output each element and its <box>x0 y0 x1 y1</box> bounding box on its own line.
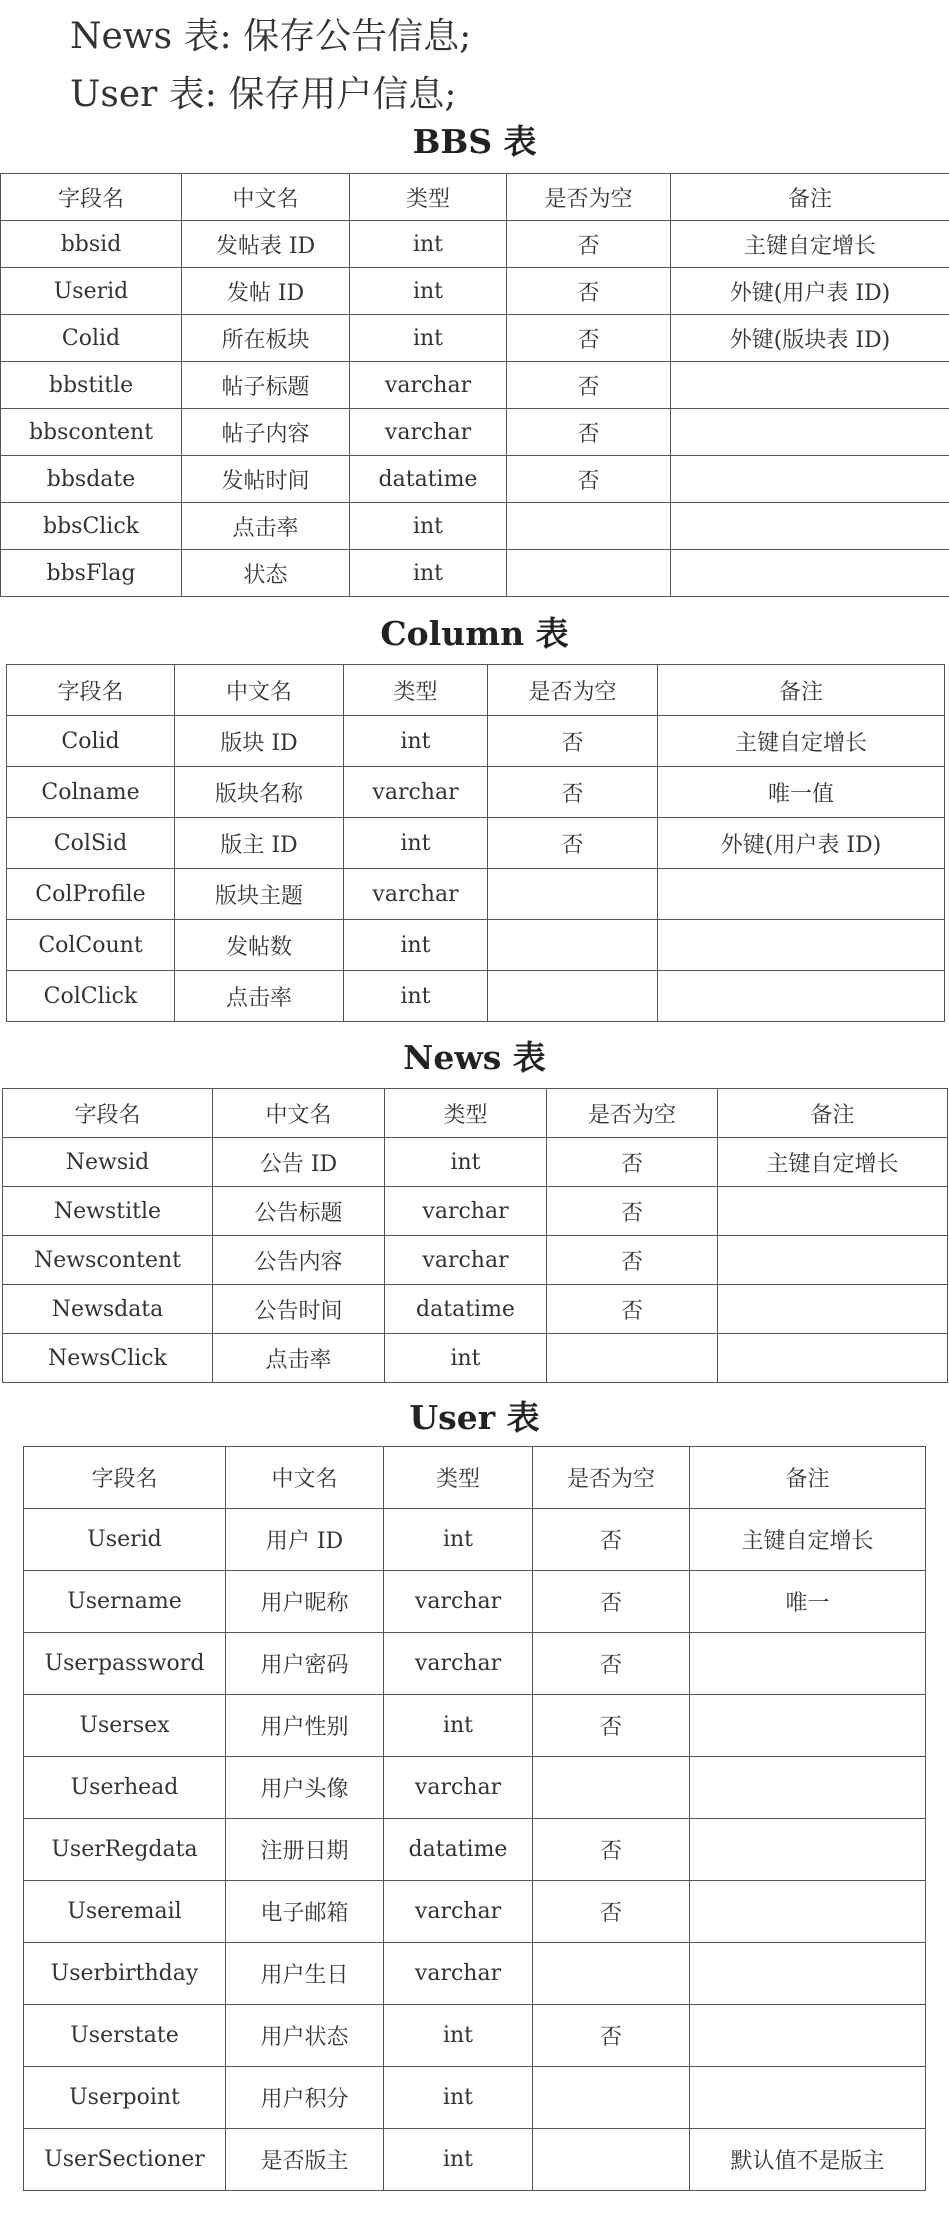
column-header: 备注 <box>718 1089 948 1138</box>
table-cell: 主键自定增长 <box>658 716 945 767</box>
table-cell <box>671 550 949 597</box>
column-table <box>6 664 945 1022</box>
table-row <box>7 767 945 818</box>
column-header: 字段名 <box>3 1089 213 1138</box>
table-cell: 发帖 ID <box>182 268 350 315</box>
column-header: 备注 <box>658 665 945 716</box>
table-cell: varchar <box>385 1236 547 1285</box>
news-table-title: News 表 <box>403 1038 546 1077</box>
table-cell: Colid <box>7 716 175 767</box>
table-cell <box>507 550 671 597</box>
table-cell: Newsid <box>3 1138 213 1187</box>
table-header-row <box>3 1089 948 1138</box>
table-cell: Userid <box>1 268 182 315</box>
table-cell: 否 <box>507 362 671 409</box>
table-cell: UserSectioner <box>24 2129 226 2191</box>
table-cell: 唯一值 <box>658 767 945 818</box>
table-row <box>1 315 949 362</box>
table-cell: ColProfile <box>7 869 175 920</box>
table-cell: 否 <box>533 1881 690 1943</box>
table-cell: int <box>385 1334 547 1383</box>
table-cell: 否 <box>507 268 671 315</box>
table-cell: 否 <box>507 456 671 503</box>
column-header: 类型 <box>384 1447 533 1509</box>
table-cell <box>690 1757 926 1819</box>
table-cell: int <box>385 1138 547 1187</box>
column-header: 字段名 <box>1 174 182 221</box>
table-header-row <box>1 174 949 221</box>
table-cell <box>533 2129 690 2191</box>
table-row <box>24 2067 926 2129</box>
column-header: 中文名 <box>213 1089 385 1138</box>
table-cell: int <box>344 818 488 869</box>
table-cell: int <box>350 315 507 362</box>
table-cell: 用户昵称 <box>226 1571 384 1633</box>
table-cell: varchar <box>344 869 488 920</box>
table-cell: 用户 ID <box>226 1509 384 1571</box>
table-cell: datatime <box>350 456 507 503</box>
table-cell: 发帖表 ID <box>182 221 350 268</box>
table-cell: 主键自定增长 <box>690 1509 926 1571</box>
table-cell: varchar <box>384 1757 533 1819</box>
column-header: 中文名 <box>175 665 344 716</box>
table-row <box>3 1187 948 1236</box>
table-cell <box>671 362 949 409</box>
table-cell <box>488 920 658 971</box>
table-cell: 否 <box>533 1509 690 1571</box>
table-cell <box>547 1334 718 1383</box>
table-row <box>3 1138 948 1187</box>
table-row <box>24 1881 926 1943</box>
intro-line-news: News 表: 保存公告信息; <box>70 16 472 57</box>
table-cell: 否 <box>533 2005 690 2067</box>
table-cell <box>658 971 945 1022</box>
table-cell: int <box>344 971 488 1022</box>
table-cell: 否 <box>533 1695 690 1757</box>
table-cell: int <box>384 2129 533 2191</box>
table-cell <box>658 869 945 920</box>
table-cell: 发帖数 <box>175 920 344 971</box>
table-cell: 主键自定增长 <box>718 1138 948 1187</box>
table-cell: varchar <box>350 409 507 456</box>
table-cell: 否 <box>488 767 658 818</box>
table-cell: 公告时间 <box>213 1285 385 1334</box>
table-cell: 电子邮箱 <box>226 1881 384 1943</box>
table-cell: int <box>350 550 507 597</box>
table-cell: 否 <box>533 1633 690 1695</box>
intro-line-user: User 表: 保存用户信息; <box>70 74 457 115</box>
table-cell <box>533 1943 690 2005</box>
table-cell: 帖子内容 <box>182 409 350 456</box>
table-cell <box>671 503 949 550</box>
table-cell: 用户状态 <box>226 2005 384 2067</box>
table-cell: Newstitle <box>3 1187 213 1236</box>
table-cell: 版块 ID <box>175 716 344 767</box>
table-cell <box>690 2005 926 2067</box>
table-cell: Username <box>24 1571 226 1633</box>
table-row <box>7 716 945 767</box>
table-cell: ColClick <box>7 971 175 1022</box>
table-cell: 发帖时间 <box>182 456 350 503</box>
table-cell: varchar <box>385 1187 547 1236</box>
table-cell: 否 <box>547 1285 718 1334</box>
table-cell: int <box>384 1695 533 1757</box>
column-header: 是否为空 <box>507 174 671 221</box>
table-cell: int <box>384 2067 533 2129</box>
table-cell: 是否版主 <box>226 2129 384 2191</box>
table-cell: 否 <box>488 716 658 767</box>
table-cell: Userbirthday <box>24 1943 226 2005</box>
table-cell: 否 <box>547 1236 718 1285</box>
table-cell: varchar <box>384 1943 533 2005</box>
table-cell: int <box>350 268 507 315</box>
table-cell: 外键(用户表 ID) <box>658 818 945 869</box>
table-cell: 主键自定增长 <box>671 221 949 268</box>
table-cell: bbsdate <box>1 456 182 503</box>
table-cell <box>507 503 671 550</box>
table-row <box>24 1819 926 1881</box>
table-cell <box>718 1187 948 1236</box>
table-cell: 默认值不是版主 <box>690 2129 926 2191</box>
table-cell: Userid <box>24 1509 226 1571</box>
table-cell: bbsClick <box>1 503 182 550</box>
user-table <box>23 1446 926 2191</box>
table-cell: NewsClick <box>3 1334 213 1383</box>
table-cell: Usersex <box>24 1695 226 1757</box>
table-cell: Newscontent <box>3 1236 213 1285</box>
table-cell: Userpassword <box>24 1633 226 1695</box>
news-table <box>2 1088 948 1383</box>
table-cell: 唯一 <box>690 1571 926 1633</box>
table-row <box>24 1509 926 1571</box>
table-cell <box>718 1334 948 1383</box>
table-cell: datatime <box>385 1285 547 1334</box>
table-cell <box>533 1757 690 1819</box>
table-cell: datatime <box>384 1819 533 1881</box>
table-cell: bbsFlag <box>1 550 182 597</box>
table-row <box>1 268 949 315</box>
table-cell: 否 <box>488 818 658 869</box>
table-row <box>7 920 945 971</box>
table-cell: int <box>384 1509 533 1571</box>
table-cell: bbsid <box>1 221 182 268</box>
table-cell: 版主 ID <box>175 818 344 869</box>
table-cell <box>718 1285 948 1334</box>
table-header-row <box>24 1447 926 1509</box>
table-cell: 公告标题 <box>213 1187 385 1236</box>
table-cell: 用户密码 <box>226 1633 384 1695</box>
table-row <box>24 1571 926 1633</box>
table-cell: 否 <box>507 315 671 362</box>
column-header: 中文名 <box>182 174 350 221</box>
column-header: 字段名 <box>24 1447 226 1509</box>
table-row <box>7 869 945 920</box>
table-cell: Userpoint <box>24 2067 226 2129</box>
table-cell <box>718 1236 948 1285</box>
column-header: 是否为空 <box>533 1447 690 1509</box>
table-row <box>1 456 949 503</box>
table-row <box>24 2005 926 2067</box>
table-cell: 公告 ID <box>213 1138 385 1187</box>
table-cell: 注册日期 <box>226 1819 384 1881</box>
table-cell: int <box>344 920 488 971</box>
table-row <box>24 1943 926 2005</box>
column-header: 中文名 <box>226 1447 384 1509</box>
table-cell: 帖子标题 <box>182 362 350 409</box>
table-cell: varchar <box>344 767 488 818</box>
column-header: 是否为空 <box>488 665 658 716</box>
table-cell <box>690 1943 926 2005</box>
column-header: 类型 <box>350 174 507 221</box>
table-cell: 外键(用户表 ID) <box>671 268 949 315</box>
column-table-title: Column 表 <box>380 614 569 653</box>
table-cell: Userstate <box>24 2005 226 2067</box>
table-row <box>1 550 949 597</box>
column-header: 类型 <box>344 665 488 716</box>
table-row <box>24 1757 926 1819</box>
table-cell: 状态 <box>182 550 350 597</box>
table-cell: 用户头像 <box>226 1757 384 1819</box>
table-row <box>1 503 949 550</box>
table-cell <box>488 971 658 1022</box>
table-cell: ColCount <box>7 920 175 971</box>
table-cell: bbscontent <box>1 409 182 456</box>
table-cell: varchar <box>384 1633 533 1695</box>
table-cell: 用户积分 <box>226 2067 384 2129</box>
table-cell: 外键(版块表 ID) <box>671 315 949 362</box>
table-cell: 用户生日 <box>226 1943 384 2005</box>
table-row <box>3 1236 948 1285</box>
table-cell <box>671 409 949 456</box>
table-row <box>24 1695 926 1757</box>
table-cell: ColSid <box>7 818 175 869</box>
table-cell: 所在板块 <box>182 315 350 362</box>
table-cell: 否 <box>533 1571 690 1633</box>
table-cell <box>690 1695 926 1757</box>
table-row <box>1 362 949 409</box>
table-cell <box>533 2067 690 2129</box>
table-cell: 用户性别 <box>226 1695 384 1757</box>
table-cell: int <box>384 2005 533 2067</box>
table-cell: Colname <box>7 767 175 818</box>
table-cell: varchar <box>350 362 507 409</box>
table-cell <box>690 1819 926 1881</box>
table-cell: 点击率 <box>213 1334 385 1383</box>
table-cell <box>671 456 949 503</box>
table-cell: UserRegdata <box>24 1819 226 1881</box>
table-cell: 否 <box>547 1187 718 1236</box>
column-header: 是否为空 <box>547 1089 718 1138</box>
table-row <box>7 971 945 1022</box>
column-header: 字段名 <box>7 665 175 716</box>
bbs-table <box>0 173 949 597</box>
table-cell: 否 <box>507 409 671 456</box>
table-row <box>24 2129 926 2191</box>
table-cell <box>658 920 945 971</box>
table-cell: 版块名称 <box>175 767 344 818</box>
column-header: 类型 <box>385 1089 547 1138</box>
table-cell: 否 <box>547 1138 718 1187</box>
table-row <box>3 1334 948 1383</box>
table-cell <box>488 869 658 920</box>
table-row <box>24 1633 926 1695</box>
table-row <box>1 221 949 268</box>
table-cell: 点击率 <box>175 971 344 1022</box>
table-cell: varchar <box>384 1881 533 1943</box>
table-cell: Colid <box>1 315 182 362</box>
table-header-row <box>7 665 945 716</box>
bbs-table-title: BBS 表 <box>412 122 537 161</box>
table-cell: 否 <box>507 221 671 268</box>
table-cell: Newsdata <box>3 1285 213 1334</box>
user-table-title: User 表 <box>409 1398 540 1437</box>
table-row <box>7 818 945 869</box>
table-cell: 公告内容 <box>213 1236 385 1285</box>
table-cell <box>690 1633 926 1695</box>
table-cell: varchar <box>384 1571 533 1633</box>
intro-text <box>70 8 471 124</box>
table-cell: int <box>344 716 488 767</box>
column-header: 备注 <box>690 1447 926 1509</box>
table-cell: 版块主题 <box>175 869 344 920</box>
table-cell <box>690 2067 926 2129</box>
table-cell: 否 <box>533 1819 690 1881</box>
table-cell: int <box>350 503 507 550</box>
table-cell: Useremail <box>24 1881 226 1943</box>
column-header: 备注 <box>671 174 949 221</box>
table-cell: 点击率 <box>182 503 350 550</box>
table-row <box>1 409 949 456</box>
table-cell: int <box>350 221 507 268</box>
table-row <box>3 1285 948 1334</box>
table-cell <box>690 1881 926 1943</box>
table-cell: bbstitle <box>1 362 182 409</box>
table-cell: Userhead <box>24 1757 226 1819</box>
